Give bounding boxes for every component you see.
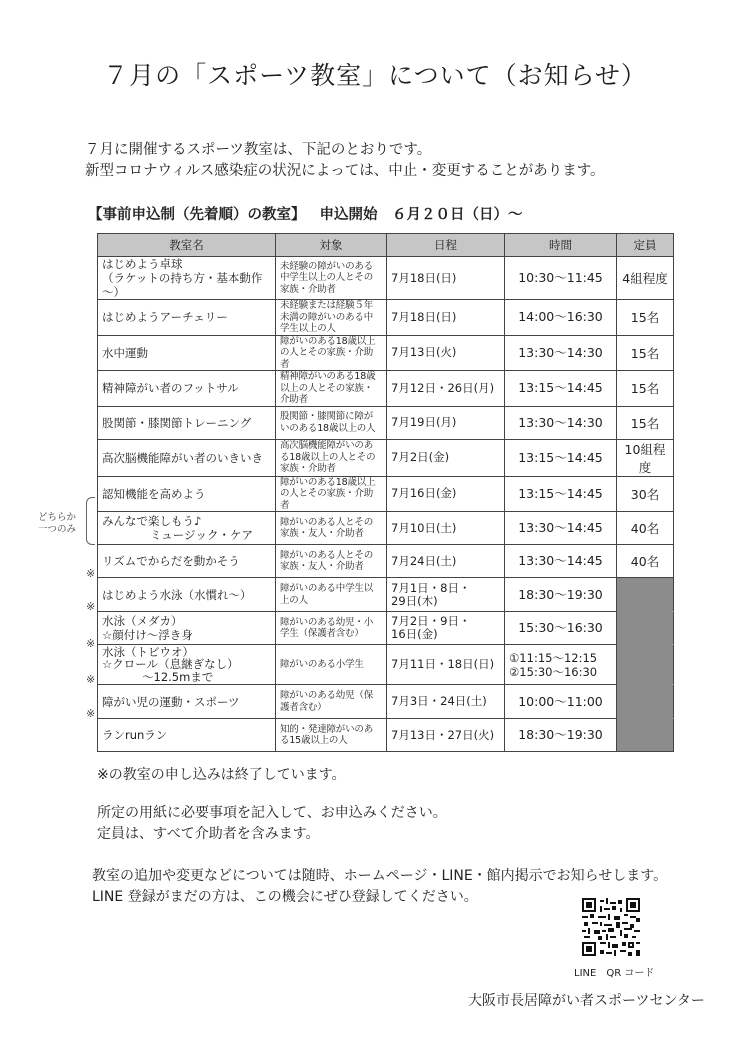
- table-row: [98, 545, 674, 578]
- form-note: 所定の用紙に必要事項を記入して、お申込みください。: [97, 805, 447, 821]
- table-row: [98, 578, 674, 612]
- class-name: リズムでからだを動かそう: [98, 545, 276, 578]
- table-row: [98, 406, 674, 439]
- class-date: 7月2日(金): [387, 439, 505, 476]
- capacity-note: 定員は、すべて介助者を含みます。: [97, 826, 320, 842]
- class-date: 7月11日・18日(日): [387, 645, 505, 685]
- class-name: はじめようアーチェリー: [98, 300, 276, 336]
- class-time: 13:30～14:45: [505, 545, 617, 578]
- class-date: 7月12日・26日(月): [387, 371, 505, 407]
- class-time: 10:30～11:45: [505, 257, 617, 300]
- class-target: 障がいのある18歳以上の人とその家族・介助者: [276, 335, 387, 371]
- class-time: 13:30～14:30: [505, 335, 617, 371]
- column-header-date: 日程: [387, 234, 505, 257]
- qr-code-label: LINE QR コード: [574, 968, 655, 979]
- class-time-line: ①11:15～12:15: [509, 650, 598, 665]
- table-row: [98, 439, 674, 476]
- schedule-table: [97, 233, 674, 752]
- column-header-time: 時間: [505, 234, 617, 257]
- class-name: 精神障がい者のフットサル: [98, 371, 276, 407]
- organization-name: 大阪市長居障がい者スポーツセンター: [468, 993, 705, 1009]
- class-name: 認知機能を高めよう: [98, 476, 276, 512]
- table-header-row: [98, 234, 674, 257]
- class-time: 18:30～19:30: [505, 578, 617, 612]
- table-row: [98, 685, 674, 719]
- closed-mark: ※: [86, 707, 96, 720]
- class-name-line: ミュージック・ケア: [150, 528, 254, 542]
- table-row: [98, 645, 674, 685]
- footer-text: [92, 866, 667, 908]
- class-time: 15:30～16:30: [505, 612, 617, 645]
- class-time-line: ②15:30～16:30: [509, 664, 598, 679]
- class-date: [387, 578, 505, 612]
- class-date: 7月24日(土): [387, 545, 505, 578]
- closed-mark: ※: [86, 567, 96, 580]
- class-name-line: （ラケットの持ち方・基本動作～）: [102, 271, 263, 299]
- class-capacity: 15名: [617, 406, 674, 439]
- class-time: 14:00～16:30: [505, 300, 617, 336]
- class-name: はじめよう水泳（水慣れ～）: [98, 578, 276, 612]
- closed-note: ※の教室の申し込みは終了しています。: [97, 767, 346, 783]
- class-date: 7月19日(月): [387, 406, 505, 439]
- table-row: [98, 612, 674, 645]
- column-header-class: 教室名: [98, 234, 276, 257]
- column-header-capacity: 定員: [617, 234, 674, 257]
- class-time: 10:00～11:00: [505, 685, 617, 719]
- class-target: 障がいのある幼児（保護者含む）: [276, 685, 387, 719]
- class-capacity-closed: [617, 578, 674, 612]
- table-row: [98, 512, 674, 545]
- class-name: 股関節・膝関節トレーニング: [98, 406, 276, 439]
- class-target: 障がいのある18歳以上の人とその家族・介助者: [276, 476, 387, 512]
- class-name: [98, 257, 276, 300]
- footer-line: LINE 登録がまだの方は、この機会にぜひ登録してください。: [92, 889, 478, 905]
- intro-line: 新型コロナウィルス感染症の状況によっては、中止・変更することがあります。: [85, 163, 605, 179]
- either-line: どちらか: [38, 512, 77, 523]
- closed-mark: ※: [86, 637, 96, 650]
- class-target: 知的・発達障がいのある15歳以上の人: [276, 719, 387, 752]
- class-date: 7月18日(日): [387, 300, 505, 336]
- table-row: [98, 257, 674, 300]
- class-target: 障がいのある人とその家族・友人・介助者: [276, 545, 387, 578]
- class-time: 13:15～14:45: [505, 439, 617, 476]
- class-target: 未経験の障がいのある中学生以上の人とその家族・介助者: [276, 257, 387, 300]
- class-name: [98, 512, 276, 545]
- class-date: 7月13日(火): [387, 335, 505, 371]
- class-name: 高次脳機能障がい者のいきいき: [98, 439, 276, 476]
- class-time: [505, 645, 617, 685]
- class-name-line: 水泳（メダカ）: [102, 614, 183, 628]
- class-capacity: 40名: [617, 545, 674, 578]
- line-qr-code[interactable]: [582, 898, 640, 956]
- application-start: 申込開始 ６月２０日（日）～: [319, 207, 523, 223]
- class-target: 障がいのある幼児・小学生（保護者含む）: [276, 612, 387, 645]
- table-row: [98, 476, 674, 512]
- class-capacity: 30名: [617, 476, 674, 512]
- class-name-line: ～12.5mまで: [142, 669, 214, 684]
- class-date: 7月10日(土): [387, 512, 505, 545]
- class-target: 股関節・膝関節に障がいのある18歳以上の人: [276, 406, 387, 439]
- class-capacity-closed: [617, 685, 674, 719]
- class-time: 13:15～14:45: [505, 371, 617, 407]
- class-capacity: 15名: [617, 300, 674, 336]
- either-line: 一つのみ: [38, 524, 77, 535]
- class-target: 障がいのある小学生: [276, 645, 387, 685]
- closed-mark: ※: [86, 600, 96, 613]
- class-capacity-closed: [617, 612, 674, 645]
- class-name: 水中運動: [98, 335, 276, 371]
- class-capacity: 10組程度: [617, 439, 674, 476]
- class-name-line: 水泳（トビウオ）: [102, 644, 194, 659]
- page-title: ７月の「スポーツ教室」について（お知らせ）: [103, 61, 647, 90]
- class-date-line: 29日(木): [391, 593, 438, 608]
- class-name: [98, 612, 276, 645]
- class-time: 18:30～19:30: [505, 719, 617, 752]
- class-capacity: 4組程度: [617, 257, 674, 300]
- table-row: [98, 719, 674, 752]
- class-time: 13:15～14:45: [505, 476, 617, 512]
- class-name-line: ☆クロール（息継ぎなし）: [102, 657, 239, 672]
- class-date-line: 7月1日・8日・: [391, 580, 471, 595]
- class-name: 障がい児の運動・スポーツ: [98, 685, 276, 719]
- closed-mark: ※: [86, 673, 96, 686]
- class-name-line: はじめよう卓球: [102, 257, 183, 271]
- class-capacity: 40名: [617, 512, 674, 545]
- section-title: 【事前申込制（先着順）の教室】: [88, 207, 306, 223]
- class-capacity-closed: [617, 645, 674, 685]
- class-name: [98, 645, 276, 685]
- class-name-line: みんなで楽しもう♪: [102, 514, 202, 528]
- class-date-line: 7月2日・9日・: [391, 614, 471, 628]
- table-row: [98, 371, 674, 407]
- class-name: ランrunラン: [98, 719, 276, 752]
- bracket-icon: [86, 497, 95, 545]
- class-date: 7月13日・27日(火): [387, 719, 505, 752]
- class-target: 高次脳機能障がいのある18歳以上の人とその家族・介助者: [276, 439, 387, 476]
- class-target: 障がいのある中学生以上の人: [276, 578, 387, 612]
- class-name-line: ☆顔付け～浮き身: [102, 628, 193, 642]
- class-capacity: 15名: [617, 335, 674, 371]
- footer-line: 教室の追加や変更などについては随時、ホームページ・LINE・館内掲示でお知らせします。: [92, 868, 668, 884]
- class-capacity-closed: [617, 719, 674, 752]
- intro-line: ７月に開催するスポーツ教室は、下記のとおりです。: [85, 142, 432, 158]
- class-date-line: 16日(金): [391, 627, 438, 641]
- intro-text: [85, 140, 605, 182]
- class-target: 精神障がいのある18歳以上の人とその家族・介助者: [276, 371, 387, 407]
- table-row: [98, 335, 674, 371]
- class-date: 7月3日・24日(土): [387, 685, 505, 719]
- class-target: 未経験または経験５年未満の障がいのある中学生以上の人: [276, 300, 387, 336]
- class-date: 7月16日(金): [387, 476, 505, 512]
- class-capacity: 15名: [617, 371, 674, 407]
- either-one-note: [38, 512, 76, 536]
- class-target: 障がいのある人とその家族・友人・介助者: [276, 512, 387, 545]
- class-time: 13:30～14:30: [505, 406, 617, 439]
- table-row: [98, 300, 674, 336]
- section-heading: [88, 203, 523, 224]
- class-date: [387, 612, 505, 645]
- class-time: 13:30～14:45: [505, 512, 617, 545]
- column-header-target: 対象: [276, 234, 387, 257]
- class-date: 7月18日(日): [387, 257, 505, 300]
